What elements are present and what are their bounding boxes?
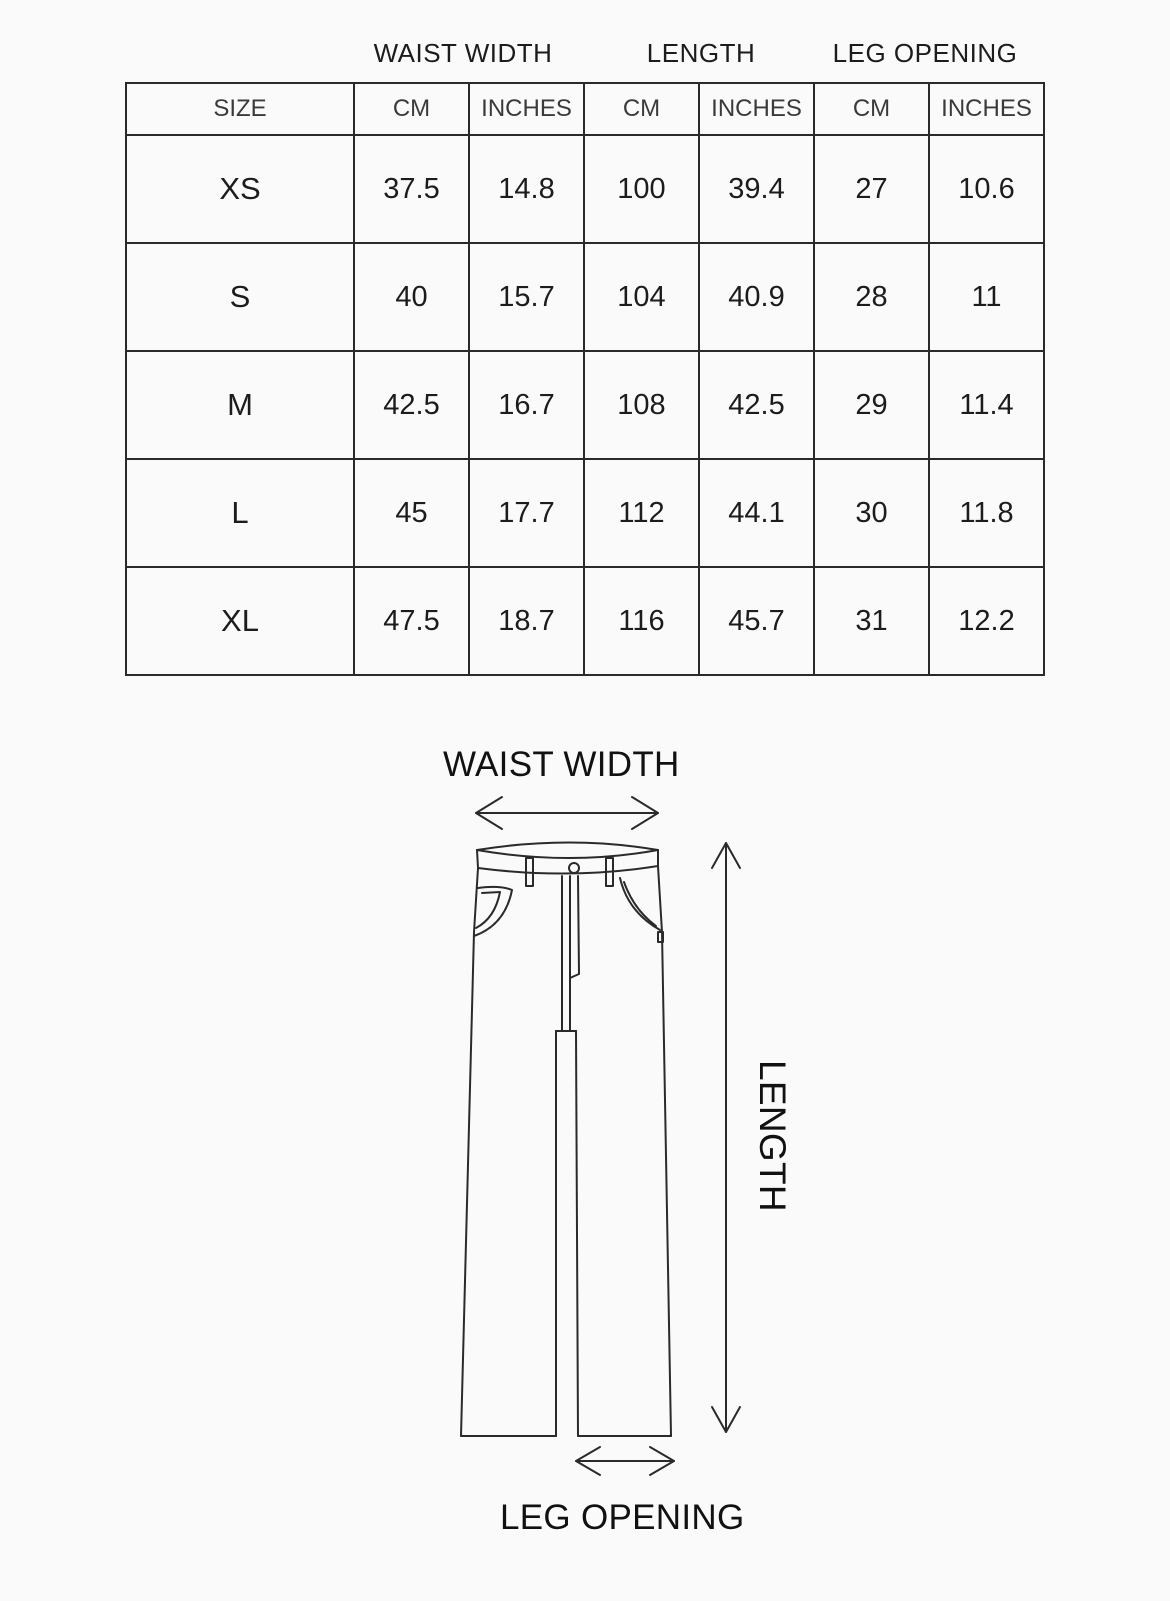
length-inches-cell: 39.4 [699, 135, 814, 243]
waist-inches-cell: 15.7 [469, 243, 584, 351]
group-header-waist-width: WAIST WIDTH [373, 38, 553, 68]
leg-cm-cell: 31 [814, 567, 929, 675]
column-header-waist-inches: INCHES [469, 83, 584, 135]
waist-inches-cell: 17.7 [469, 459, 584, 567]
leg-opening-label: LEG OPENING [500, 1498, 745, 1537]
length-arrow-icon [712, 843, 740, 1432]
column-header-leg-inches: INCHES [929, 83, 1044, 135]
waist-width-arrow-icon [476, 797, 658, 829]
size-cell: XL [126, 567, 354, 675]
group-header-leg-opening: LEG OPENING [832, 38, 1018, 68]
length-cm-cell: 104 [584, 243, 699, 351]
waist-cm-cell: 37.5 [354, 135, 469, 243]
length-cm-cell: 100 [584, 135, 699, 243]
waist-cm-cell: 42.5 [354, 351, 469, 459]
leg-inches-cell: 11.8 [929, 459, 1044, 567]
size-cell: XS [126, 135, 354, 243]
length-inches-cell: 42.5 [699, 351, 814, 459]
leg-cm-cell: 29 [814, 351, 929, 459]
leg-cm-cell: 27 [814, 135, 929, 243]
leg-inches-cell: 12.2 [929, 567, 1044, 675]
size-cell: M [126, 351, 354, 459]
waist-cm-cell: 45 [354, 459, 469, 567]
length-cm-cell: 112 [584, 459, 699, 567]
length-cm-cell: 116 [584, 567, 699, 675]
column-header-leg-cm: CM [814, 83, 929, 135]
column-header-length-inches: INCHES [699, 83, 814, 135]
leg-cm-cell: 28 [814, 243, 929, 351]
length-inches-cell: 44.1 [699, 459, 814, 567]
waist-cm-cell: 47.5 [354, 567, 469, 675]
waist-inches-cell: 18.7 [469, 567, 584, 675]
leg-inches-cell: 10.6 [929, 135, 1044, 243]
length-inches-cell: 45.7 [699, 567, 814, 675]
length-inches-cell: 40.9 [699, 243, 814, 351]
waist-inches-cell: 16.7 [469, 351, 584, 459]
size-cell: L [126, 459, 354, 567]
column-header-size: SIZE [126, 83, 354, 135]
leg-opening-arrow-icon [576, 1447, 674, 1475]
column-header-length-cm: CM [584, 83, 699, 135]
waist-cm-cell: 40 [354, 243, 469, 351]
length-cm-cell: 108 [584, 351, 699, 459]
waist-width-label: WAIST WIDTH [443, 745, 680, 784]
leg-inches-cell: 11.4 [929, 351, 1044, 459]
leg-inches-cell: 11 [929, 243, 1044, 351]
length-label: LENGTH [752, 1060, 793, 1212]
waist-inches-cell: 14.8 [469, 135, 584, 243]
leg-cm-cell: 30 [814, 459, 929, 567]
column-header-waist-cm: CM [354, 83, 469, 135]
group-header-length: LENGTH [646, 38, 756, 68]
size-cell: S [126, 243, 354, 351]
pants-outline-icon [461, 843, 671, 1437]
